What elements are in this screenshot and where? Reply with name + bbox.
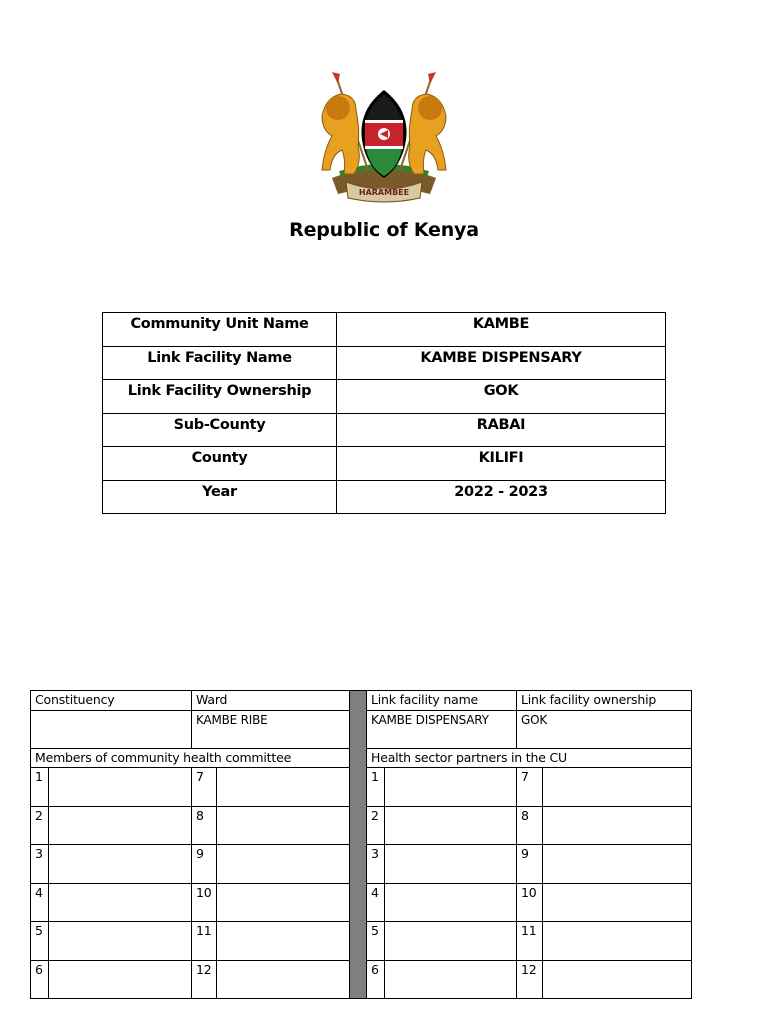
committee-member-entry-cell[interactable] [49, 845, 192, 884]
partner-number: 9 [517, 845, 543, 884]
info-label: County [103, 447, 337, 481]
info-row [103, 447, 666, 481]
svg-text:HARAMBEE: HARAMBEE [358, 188, 410, 197]
committee-member-number: 6 [31, 960, 49, 999]
column-separator [350, 691, 367, 999]
link-facility-name-value: KAMBE DISPENSARY [367, 711, 517, 749]
partners-section-title: Health sector partners in the CU [367, 749, 692, 768]
committee-member-number: 7 [192, 768, 217, 807]
constituency-value [31, 711, 192, 749]
partner-entry-cell[interactable] [385, 806, 517, 845]
committee-member-entry-cell[interactable] [217, 960, 350, 999]
info-value: RABAI [337, 413, 666, 447]
committee-member-entry-cell[interactable] [217, 883, 350, 922]
committee-member-number: 4 [31, 883, 49, 922]
committee-member-entry-cell[interactable] [217, 768, 350, 807]
partner-number: 5 [367, 922, 385, 961]
community-unit-info-table [102, 312, 666, 514]
info-label: Year [103, 480, 337, 514]
committee-member-number: 12 [192, 960, 217, 999]
link-facility-name-header: Link facility name [367, 691, 517, 711]
info-row [103, 346, 666, 380]
partner-number: 2 [367, 806, 385, 845]
partner-number: 8 [517, 806, 543, 845]
partner-entry-cell[interactable] [385, 845, 517, 884]
partner-entry-cell[interactable] [543, 960, 692, 999]
partner-entry-cell[interactable] [543, 922, 692, 961]
committee-member-number: 11 [192, 922, 217, 961]
info-label: Community Unit Name [103, 313, 337, 347]
coat-of-arms-logo [318, 70, 450, 204]
ward-header: Ward [192, 691, 350, 711]
partner-number: 6 [367, 960, 385, 999]
partner-number: 12 [517, 960, 543, 999]
link-facility-ownership-value: GOK [517, 711, 692, 749]
constituency-header: Constituency [31, 691, 192, 711]
committee-member-entry-cell[interactable] [217, 806, 350, 845]
partner-number: 4 [367, 883, 385, 922]
committee-member-entry-cell[interactable] [217, 922, 350, 961]
info-row [103, 413, 666, 447]
committee-member-entry-cell[interactable] [49, 768, 192, 807]
info-value: 2022 - 2023 [337, 480, 666, 514]
info-label: Link Facility Name [103, 346, 337, 380]
committee-member-number: 5 [31, 922, 49, 961]
committee-member-entry-cell[interactable] [217, 845, 350, 884]
partner-entry-cell[interactable] [543, 845, 692, 884]
partner-number: 3 [367, 845, 385, 884]
committee-member-number: 1 [31, 768, 49, 807]
ward-value: KAMBE RIBE [192, 711, 350, 749]
info-value: KAMBE DISPENSARY [337, 346, 666, 380]
committee-member-number: 10 [192, 883, 217, 922]
partner-number: 7 [517, 768, 543, 807]
committee-member-entry-cell[interactable] [49, 960, 192, 999]
committee-section-title: Members of community health committee [31, 749, 350, 768]
info-row [103, 480, 666, 514]
info-row [103, 313, 666, 347]
partner-number: 1 [367, 768, 385, 807]
community-details-table [30, 690, 692, 999]
committee-member-number: 8 [192, 806, 217, 845]
info-label: Sub-County [103, 413, 337, 447]
committee-member-entry-cell[interactable] [49, 883, 192, 922]
info-label: Link Facility Ownership [103, 380, 337, 414]
partner-entry-cell[interactable] [543, 768, 692, 807]
committee-member-entry-cell[interactable] [49, 922, 192, 961]
partner-entry-cell[interactable] [543, 883, 692, 922]
info-value: KILIFI [337, 447, 666, 481]
info-value: KAMBE [337, 313, 666, 347]
committee-member-number: 2 [31, 806, 49, 845]
info-row [103, 380, 666, 414]
partner-number: 11 [517, 922, 543, 961]
partner-number: 10 [517, 883, 543, 922]
partner-entry-cell[interactable] [385, 922, 517, 961]
partner-entry-cell[interactable] [385, 960, 517, 999]
committee-member-entry-cell[interactable] [49, 806, 192, 845]
committee-member-number: 9 [192, 845, 217, 884]
partner-entry-cell[interactable] [385, 883, 517, 922]
partner-entry-cell[interactable] [385, 768, 517, 807]
link-facility-ownership-header: Link facility ownership [517, 691, 692, 711]
partner-entry-cell[interactable] [543, 806, 692, 845]
committee-member-number: 3 [31, 845, 49, 884]
info-value: GOK [337, 380, 666, 414]
page-title: Republic of Kenya [289, 219, 479, 241]
